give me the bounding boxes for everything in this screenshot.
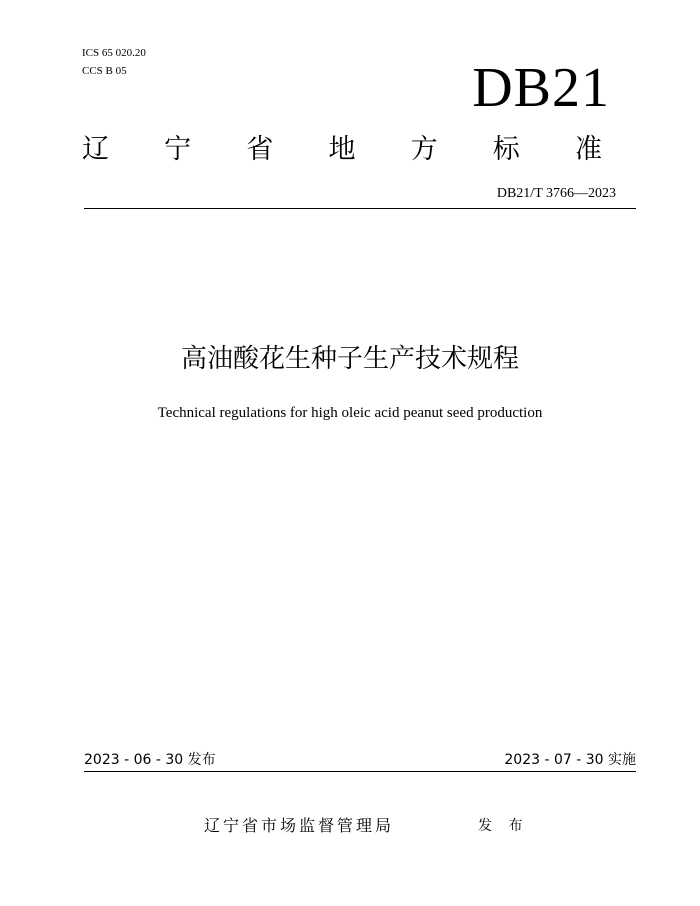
ccs-code: CCS B 05 xyxy=(82,65,127,77)
standard-number: DB21/T 3766—2023 xyxy=(496,186,616,201)
standard-type-char: 方 xyxy=(410,134,438,165)
bottom-divider xyxy=(84,771,636,772)
standard-type-char: 准 xyxy=(574,134,602,165)
implementation-date: 2023 - 07 - 30 实施 xyxy=(504,752,636,768)
standard-type-char: 标 xyxy=(492,134,520,165)
standard-type-char: 地 xyxy=(328,134,356,165)
top-divider xyxy=(84,208,636,209)
standard-type-char: 辽 xyxy=(82,134,109,165)
standard-type-char: 宁 xyxy=(164,134,192,165)
english-title: Technical regulations for high oleic acid peanut seed production xyxy=(157,405,543,421)
standard-type-heading xyxy=(82,134,602,166)
chinese-title: 高油酸花生种子生产技术规程 xyxy=(180,344,519,374)
issue-date: 2023 - 06 - 30 发布 xyxy=(84,752,216,768)
publish-label: 发 布 xyxy=(478,818,529,834)
publisher-name: 辽宁省市场监督管理局 xyxy=(204,816,395,835)
ics-code: ICS 65 020.20 xyxy=(82,47,146,59)
standard-type-char: 省 xyxy=(246,134,274,165)
standard-logo: DB21 xyxy=(472,57,610,119)
